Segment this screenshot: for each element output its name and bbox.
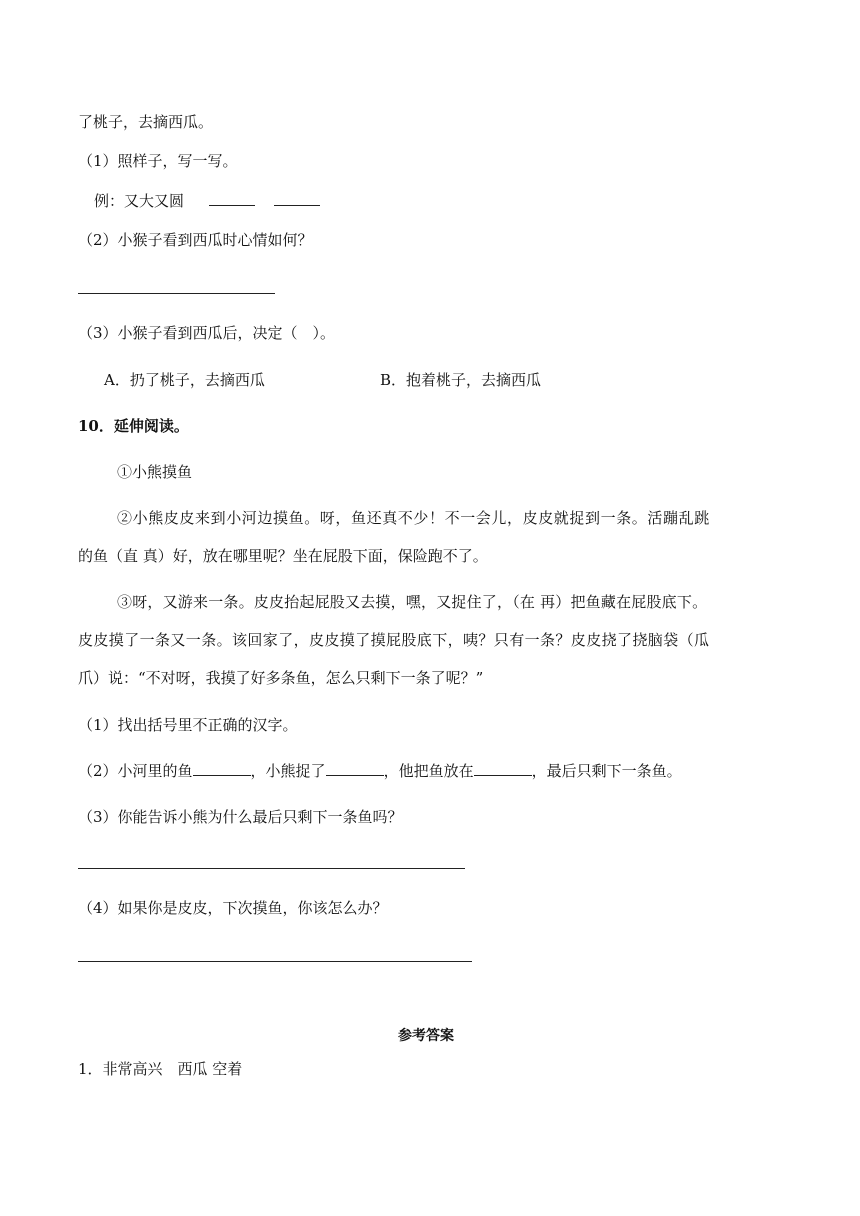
answers-heading: 参考答案 — [398, 1028, 454, 1044]
paragraph-3-line-2: 皮皮摸了一条又一条。该回家了，皮皮摸了摸屁股底下，咦？只有一条？皮皮挠了挠脑袋（瓜 — [78, 631, 710, 649]
section-10-question-4: （4）如果你是皮皮，下次摸鱼，你该怎么办？ — [78, 899, 388, 917]
paragraph-3-line-1: ③呀，又游来一条。皮皮抬起屁股又去摸，嘿，又捉住了，（在 再）把鱼藏在屁股底下。 — [117, 593, 708, 611]
example-label: 例：又大又圆 — [94, 192, 185, 210]
q2-text-part-1: （2）小河里的鱼 — [78, 762, 193, 780]
section-10-question-3: （3）你能告诉小熊为什么最后只剩下一条鱼吗？ — [78, 808, 403, 826]
paragraph-2-line-1: ②小熊皮皮来到小河边摸鱼。呀，鱼还真不少！不一会儿，皮皮就捉到一条。活蹦乱跳 — [117, 509, 710, 527]
paragraph-2-line-2: 的鱼（直 真）好，放在哪里呢？坐在屁股下面，保险跑不了。 — [78, 547, 488, 565]
question-2-prompt: （2）小猴子看到西瓜时心情如何？ — [78, 231, 313, 249]
q2-text-part-4: ，最后只剩下一条鱼。 — [531, 762, 682, 780]
story-title: ①小熊摸鱼 — [117, 463, 193, 481]
option-b[interactable]: B．抱着桃子，去摘西瓜 — [380, 371, 542, 389]
fill-blank-1[interactable] — [193, 761, 251, 776]
section-10-heading: 10．延伸阅读。 — [78, 417, 189, 435]
fill-blank-3[interactable] — [474, 761, 532, 776]
option-a[interactable]: A．扔了桃子，去摘西瓜 — [104, 371, 265, 389]
question-1-prompt: （1）照样子，写一写。 — [78, 152, 238, 170]
q2-text-part-2: ，小熊捉了 — [250, 762, 326, 780]
paragraph-3-line-3: 爪）说：“不对呀，我摸了好多条鱼，怎么只剩下一条了呢？” — [78, 669, 484, 687]
passage-tail: 了桃子，去摘西瓜。 — [78, 113, 214, 131]
answer-item-1: 1．非常高兴 西瓜 空着 — [78, 1060, 243, 1078]
question-3-prompt: （3）小猴子看到西瓜后，决定（ ）。 — [78, 324, 336, 342]
answer-line-q2[interactable] — [78, 293, 275, 294]
answer-blank-2[interactable] — [274, 191, 320, 206]
question-1-example — [94, 191, 320, 211]
answer-blank-1[interactable] — [209, 191, 255, 206]
section-10-question-2 — [78, 761, 682, 781]
fill-blank-2[interactable] — [326, 761, 384, 776]
answer-line-q4[interactable] — [78, 961, 472, 962]
answer-line-q3[interactable] — [78, 868, 465, 869]
section-10-question-1: （1）找出括号里不正确的汉字。 — [78, 716, 298, 734]
q2-text-part-3: ，他把鱼放在 — [383, 762, 474, 780]
